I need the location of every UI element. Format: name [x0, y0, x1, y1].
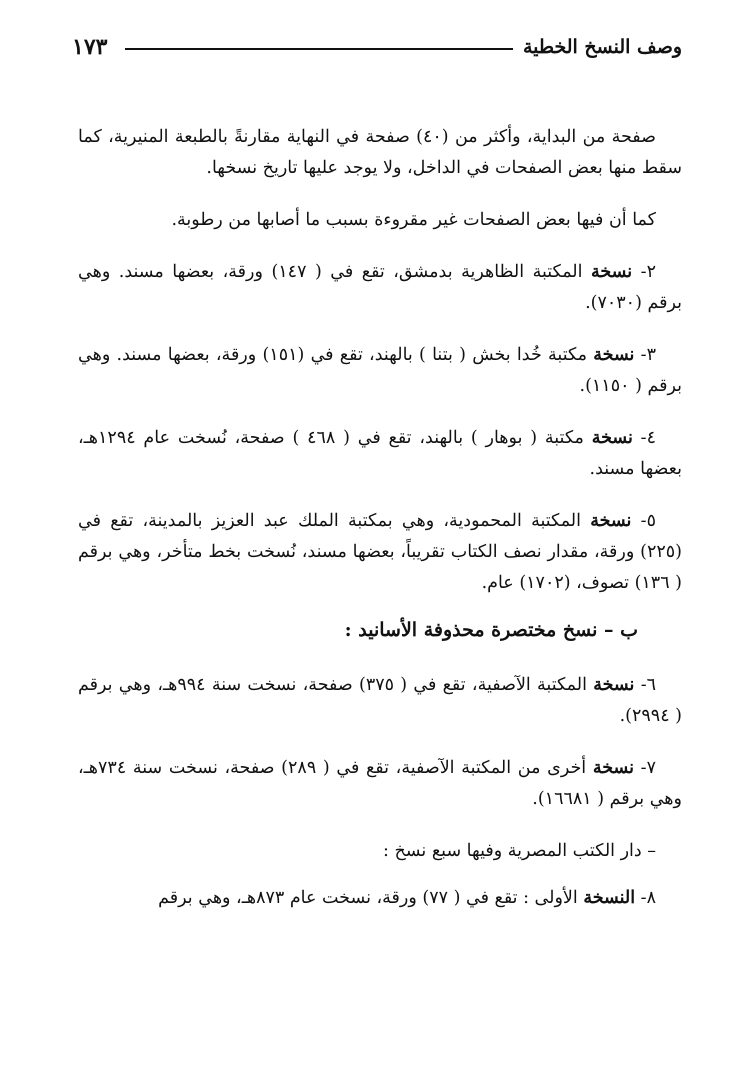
list-item: ٨- النسخة الأولى : تقع في ( ٧٧) ورقة، نسخت عام ٨٧٣هـ، وهي برقم — [158, 888, 656, 908]
list-item: ٧- نسخة أخرى من المكتبة الآصفية، تقع في ( ٢٨٩) صفحة، نسخت سنة ٧٣٤هـ، وهي برقم ( ١٦٦٨١). — [78, 758, 682, 809]
section-heading: ب – نسخ مختصرة محذوفة الأسانيد : — [344, 619, 638, 641]
subsection-line: – دار الكتب المصرية وفيها سبع نسخ : — [383, 841, 656, 861]
list-item: ٤- نسخة مكتبة ( بوهار ) بالهند، تقع في ( ٤٦٨ ) صفحة، نُسخت عام ١٢٩٤هـ، بعضها مسند. — [78, 428, 682, 479]
list-item: ٢- نسخة المكتبة الظاهرية بدمشق، تقع في ( ١٤٧) ورقة، بعضها مسند. وهي برقم (٧٠٣٠). — [78, 262, 682, 313]
paragraph: كما أن فيها بعض الصفحات غير مقروءة بسبب ما أصابها من رطوبة. — [171, 210, 656, 230]
running-title: وصف النسخ الخطية — [522, 36, 682, 58]
list-item: ٦- نسخة المكتبة الآصفية، تقع في ( ٣٧٥) صفحة، نسخت سنة ٩٩٤هـ، وهي برقم ( ٢٩٩٤). — [78, 675, 682, 726]
paragraph: صفحة من البداية، وأكثر من (٤٠) صفحة في النهاية مقارنةً بالطبعة المنيرية، كما سقط منها بعض الصفحات في الداخل، ولا يوجد عليها تاريخ نسخها. — [78, 127, 682, 178]
list-item: ٥- نسخة المكتبة المحمودية، وهي بمكتبة الملك عبد العزيز بالمدينة، تقع في (٢٢٥) ورقة، مقدار نصف الكتاب تقريباً، بعضها مسند، نُسخت بخط متأخر، وهي برقم ( ١٣٦) تصوف، (١٧٠٢) عام. — [78, 511, 682, 593]
page-header — [72, 32, 682, 62]
header-rule — [125, 48, 512, 50]
list-item: ٣- نسخة مكتبة خُدا بخش ( بتنا ) بالهند، تقع في (١٥١) ورقة، بعضها مسند. وهي برقم ( ١١٥٠). — [78, 345, 682, 396]
page-body — [78, 122, 682, 935]
page-number: ١٧٣ — [72, 34, 108, 60]
